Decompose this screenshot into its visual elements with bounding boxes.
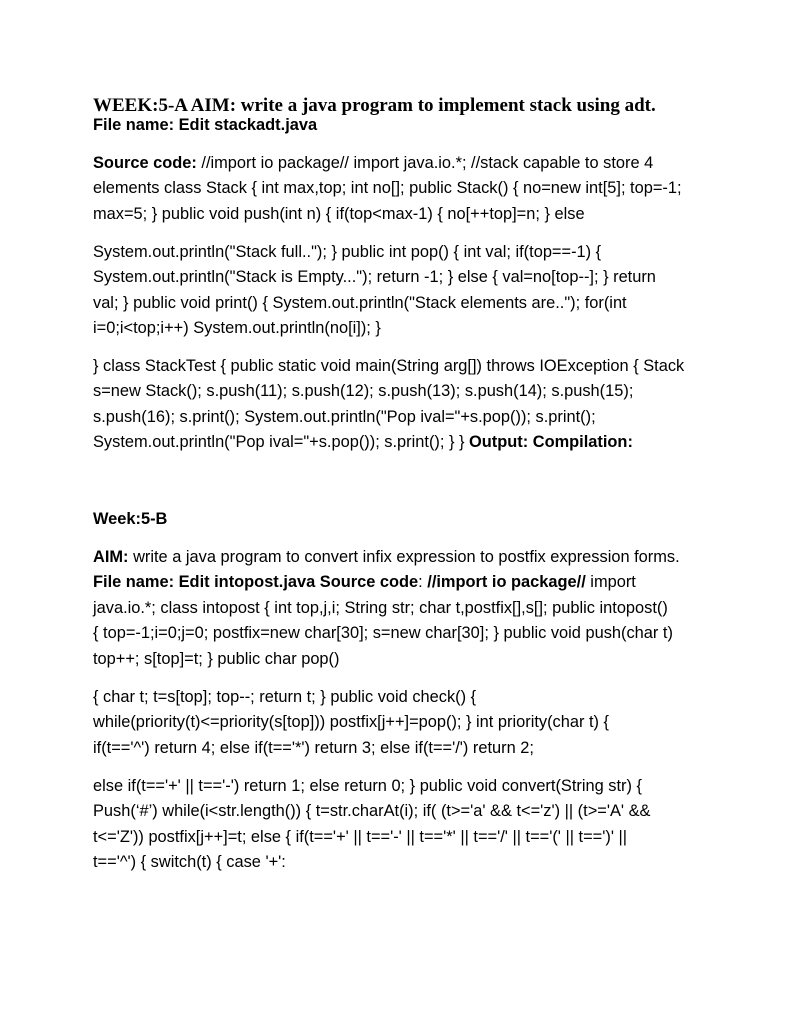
week5b-p1-l2-rest: import bbox=[585, 573, 636, 592]
week5b-paragraph-1 bbox=[93, 545, 703, 672]
week5b-aim-label: AIM: bbox=[93, 548, 129, 566]
week5a-p3-l4-code: System.out.println("Pop ival="+s.pop()); s.print(); } } bbox=[93, 433, 470, 452]
week5b-colon: : bbox=[418, 573, 428, 592]
week5b-p3-l1: else if(t=='+' || t=='-') return 1; else return 0; } public void convert(String str) { bbox=[93, 777, 642, 795]
week5a-p3-l3: s.push(16); s.print(); System.out.println("Pop ival="+s.pop()); s.print(); bbox=[93, 407, 596, 426]
week5b-p1-l1 bbox=[93, 545, 703, 570]
week5b-paragraph-2 bbox=[93, 685, 703, 761]
week5a-p1-l1-text: //import io package// import java.io.*; //stack capable to store 4 bbox=[196, 154, 654, 172]
week5b-heading: Week:5-B bbox=[93, 510, 168, 528]
week5a-p2-l4: i=0;i<top;i++) System.out.println(no[i]); } bbox=[93, 319, 381, 338]
week5b-aim-text: write a java program to convert infix expression to postfix expression forms. bbox=[128, 548, 680, 566]
week5b-p3-l3: t<='Z')) postfix[j++]=t; else { if(t=='+' || t=='-' || t=='*' || t=='/' || t=='(' || t==')' || bbox=[93, 827, 628, 846]
week5a-p2-l1: System.out.println("Stack full.."); } public int pop() { int val; if(top==-1) { bbox=[93, 243, 602, 261]
week5b-p1-l2 bbox=[93, 570, 703, 595]
week5a-p2-l3: val; } public void print() { System.out.println("Stack elements are.."); for(int bbox=[93, 293, 627, 312]
week5a-p2-l2: System.out.println("Stack is Empty..."); return -1; } else { val=no[top--]; } return bbox=[93, 268, 656, 287]
week5a-p1-l3: max=5; } public void push(int n) { if(top<max-1) { no[++top]=n; } else bbox=[93, 204, 585, 223]
week5b-heading-block bbox=[93, 507, 703, 532]
week5b-p2-l3: if(t=='^') return 4; else if(t=='*') return 3; else if(t=='/') return 2; bbox=[93, 738, 534, 757]
week5a-p1-l1 bbox=[93, 151, 703, 176]
week5a-source-paragraph-1 bbox=[93, 151, 703, 227]
week5a-p3-l1: } class StackTest { public static void main(String arg[]) throws IOException { Stack bbox=[93, 357, 685, 375]
week5b-p1-l4: { top=-1;i=0;j=0; postfix=new char[30]; s=new char[30]; } public void push(char t) bbox=[93, 624, 673, 643]
week5a-file-label: File name: Edit stackadt.java bbox=[93, 116, 318, 134]
week5b-paragraph-3 bbox=[93, 774, 703, 876]
week5a-p3-l4 bbox=[93, 430, 703, 455]
week5a-source-paragraph-2 bbox=[93, 240, 703, 342]
week5b-import-comment: //import io package// bbox=[427, 573, 586, 592]
week5a-p1-l2: elements class Stack { int max,top; int no[]; public Stack() { no=new int[5]; top=-1; bbox=[93, 179, 682, 198]
week5a-output-label: Output: Compilation: bbox=[469, 433, 633, 452]
week5b-file-label: File name: Edit intopost.java Source code bbox=[93, 573, 419, 592]
week5b-p3-l4: t=='^') { switch(t) { case '+': bbox=[93, 853, 286, 872]
week5b-p2-l2: while(priority(t)<=priority(s[top])) postfix[j++]=pop(); } int priority(char t) { bbox=[93, 713, 610, 732]
week5a-p3-l2: s=new Stack(); s.push(11); s.push(12); s.push(13); s.push(14); s.push(15); bbox=[93, 382, 634, 401]
week5a-file-name bbox=[93, 113, 703, 138]
week5b-p1-l3: java.io.*; class intopost { int top,j,i; String str; char t,postfix[],s[]; public intopost() bbox=[93, 598, 668, 617]
week5a-source-label: Source code: bbox=[93, 154, 197, 172]
week5a-source-paragraph-3 bbox=[93, 354, 703, 456]
week5b-p3-l2: Push(‘#’) while(i<str.length()) { t=str.charAt(i); if( (t>='a' && t<='z') || (t>='A' && bbox=[93, 802, 651, 821]
week5b-p1-l5: top++; s[top]=t; } public char pop() bbox=[93, 649, 340, 668]
week5b-p2-l1: { char t; t=s[top]; top--; return t; } public void check() { bbox=[93, 688, 477, 706]
week5a-title: WEEK:5-A AIM: write a java program to implement stack using adt. bbox=[93, 95, 656, 116]
